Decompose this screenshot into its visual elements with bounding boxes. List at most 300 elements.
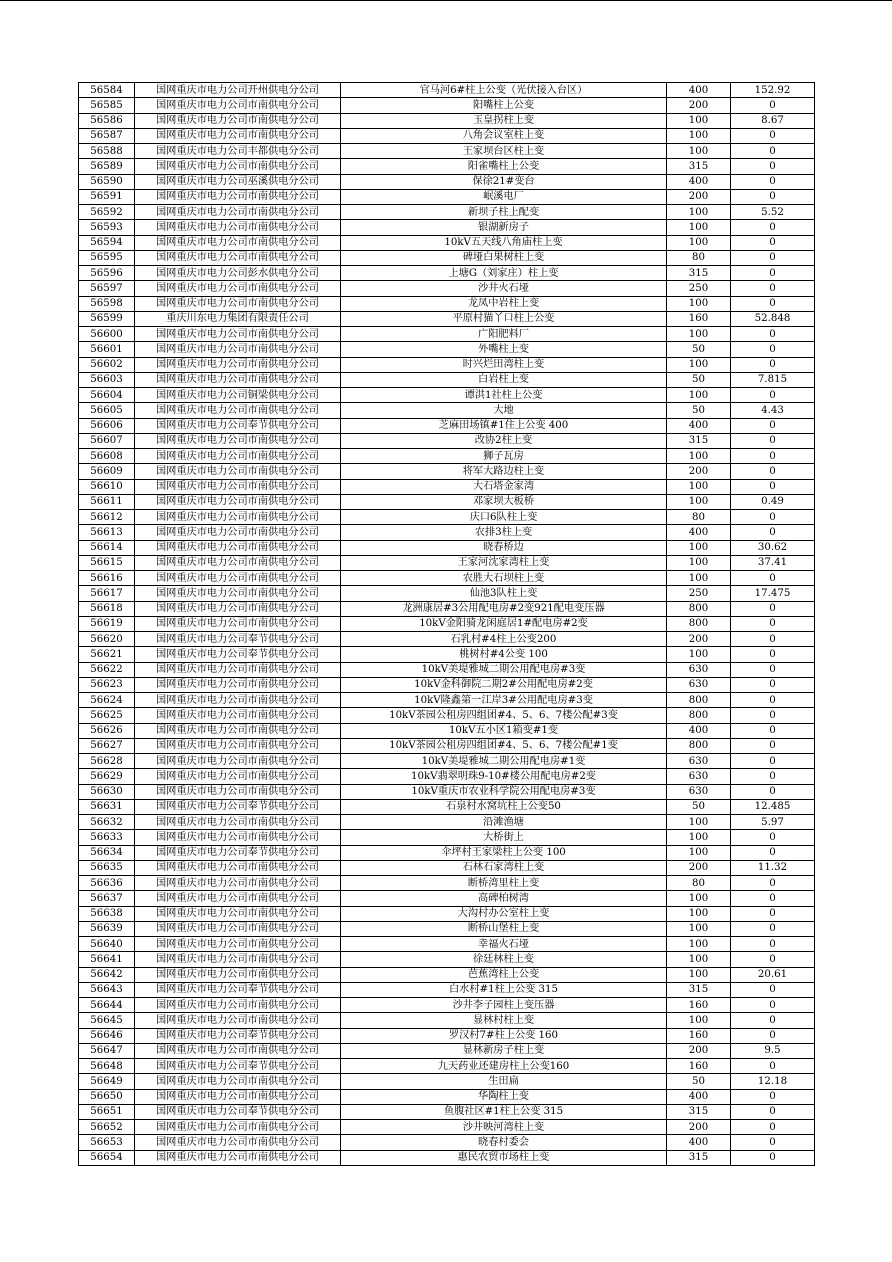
company-cell: 国网重庆市电力公司市南供电分公司	[135, 1089, 341, 1104]
table-row	[79, 418, 815, 433]
station-name-cell: 华陶柱上变	[341, 1089, 667, 1104]
value-cell: 0	[731, 616, 815, 631]
company-cell: 国网重庆市电力公司奉节供电分公司	[135, 632, 341, 647]
company-cell: 国网重庆市电力公司市南供电分公司	[135, 784, 341, 799]
capacity-cell: 100	[667, 967, 731, 982]
capacity-cell: 400	[667, 1089, 731, 1104]
company-cell: 国网重庆市电力公司奉节供电分公司	[135, 845, 341, 860]
capacity-cell: 160	[667, 1059, 731, 1074]
capacity-cell: 630	[667, 677, 731, 692]
value-cell: 0	[731, 738, 815, 753]
row-id-cell: 56618	[79, 601, 135, 616]
value-cell: 0	[731, 342, 815, 357]
table-row	[79, 250, 815, 265]
station-name-cell: 石林石家湾柱上变	[341, 860, 667, 875]
company-cell: 国网重庆市电力公司市南供电分公司	[135, 357, 341, 372]
station-name-cell: 庆口6队柱上变	[341, 510, 667, 525]
value-cell: 0	[731, 235, 815, 250]
station-name-cell: 狮子瓦房	[341, 449, 667, 464]
table-row	[79, 1120, 815, 1135]
station-name-cell: 银湖新房子	[341, 220, 667, 235]
row-id-cell: 56646	[79, 1028, 135, 1043]
value-cell: 0	[731, 174, 815, 189]
company-cell: 国网重庆市电力公司巫溪供电分公司	[135, 174, 341, 189]
value-cell: 0	[731, 250, 815, 265]
company-cell: 国网重庆市电力公司奉节供电分公司	[135, 1059, 341, 1074]
table-row	[79, 1104, 815, 1119]
row-id-cell: 56642	[79, 967, 135, 982]
station-name-cell: 芭蕉湾柱上公变	[341, 967, 667, 982]
table-row	[79, 311, 815, 326]
capacity-cell: 50	[667, 403, 731, 418]
value-cell: 0	[731, 571, 815, 586]
row-id-cell: 56606	[79, 418, 135, 433]
row-id-cell: 56601	[79, 342, 135, 357]
value-cell: 0	[731, 357, 815, 372]
table-row	[79, 1013, 815, 1028]
row-id-cell: 56595	[79, 250, 135, 265]
table-row	[79, 83, 815, 98]
table-row	[79, 327, 815, 342]
company-cell: 国网重庆市电力公司奉节供电分公司	[135, 982, 341, 997]
row-id-cell: 56614	[79, 540, 135, 555]
company-cell: 国网重庆市电力公司市南供电分公司	[135, 693, 341, 708]
station-name-cell: 晓春桥边	[341, 540, 667, 555]
capacity-cell: 800	[667, 738, 731, 753]
table-row	[79, 906, 815, 921]
station-name-cell: 岷溪电厂	[341, 189, 667, 204]
table-row	[79, 677, 815, 692]
capacity-cell: 630	[667, 662, 731, 677]
company-cell: 国网重庆市电力公司市南供电分公司	[135, 998, 341, 1013]
capacity-cell: 100	[667, 830, 731, 845]
row-id-cell: 56647	[79, 1043, 135, 1058]
value-cell: 0	[731, 754, 815, 769]
capacity-cell: 315	[667, 433, 731, 448]
company-cell: 国网重庆市电力公司市南供电分公司	[135, 281, 341, 296]
station-name-cell: 将军大路边柱上变	[341, 464, 667, 479]
value-cell: 0	[731, 708, 815, 723]
capacity-cell: 400	[667, 83, 731, 98]
company-cell: 国网重庆市电力公司市南供电分公司	[135, 342, 341, 357]
row-id-cell: 56639	[79, 921, 135, 936]
capacity-cell: 800	[667, 693, 731, 708]
company-cell: 国网重庆市电力公司市南供电分公司	[135, 769, 341, 784]
row-id-cell: 56652	[79, 1120, 135, 1135]
table-row	[79, 296, 815, 311]
capacity-cell: 250	[667, 281, 731, 296]
company-cell: 国网重庆市电力公司市南供电分公司	[135, 1135, 341, 1150]
company-cell: 国网重庆市电力公司市南供电分公司	[135, 235, 341, 250]
row-id-cell: 56612	[79, 510, 135, 525]
station-name-cell: 时兴烂田湾柱上变	[341, 357, 667, 372]
capacity-cell: 100	[667, 571, 731, 586]
capacity-cell: 800	[667, 708, 731, 723]
capacity-cell: 100	[667, 479, 731, 494]
row-id-cell: 56653	[79, 1135, 135, 1150]
station-name-cell: 外嘴柱上变	[341, 342, 667, 357]
table-row	[79, 647, 815, 662]
capacity-cell: 80	[667, 250, 731, 265]
station-name-cell: 八角会议室柱上变	[341, 128, 667, 143]
company-cell: 国网重庆市电力公司丰都供电分公司	[135, 144, 341, 159]
table-row	[79, 708, 815, 723]
station-name-cell: 10kV茶园公租房四组团#4、5、6、7楼公配#3变	[341, 708, 667, 723]
row-id-cell: 56637	[79, 891, 135, 906]
value-cell: 0	[731, 891, 815, 906]
capacity-cell: 160	[667, 1028, 731, 1043]
station-name-cell: 官马河6#柱上公变（光伏接入台区）	[341, 83, 667, 98]
row-id-cell: 56628	[79, 754, 135, 769]
row-id-cell: 56615	[79, 555, 135, 570]
station-name-cell: 10kV金科御院二期2#公用配电房#2变	[341, 677, 667, 692]
station-name-cell: 石泉村水窝坑柱上公变50	[341, 799, 667, 814]
station-name-cell: 邓家坝大板桥	[341, 494, 667, 509]
value-cell: 0	[731, 921, 815, 936]
value-cell: 0	[731, 845, 815, 860]
table-row	[79, 113, 815, 128]
capacity-cell: 50	[667, 372, 731, 387]
capacity-cell: 80	[667, 876, 731, 891]
company-cell: 国网重庆市电力公司市南供电分公司	[135, 98, 341, 113]
row-id-cell: 56640	[79, 937, 135, 952]
company-cell: 国网重庆市电力公司奉节供电分公司	[135, 1028, 341, 1043]
row-id-cell: 56589	[79, 159, 135, 174]
company-cell: 国网重庆市电力公司奉节供电分公司	[135, 418, 341, 433]
row-id-cell: 56608	[79, 449, 135, 464]
station-name-cell: 石乳村#4柱上公变200	[341, 632, 667, 647]
value-cell: 0	[731, 677, 815, 692]
row-id-cell: 56654	[79, 1150, 135, 1165]
table-row	[79, 616, 815, 631]
capacity-cell: 200	[667, 1043, 731, 1058]
value-cell: 37.41	[731, 555, 815, 570]
capacity-cell: 100	[667, 144, 731, 159]
station-name-cell: 10kV美堤雅城二期公用配电房#3变	[341, 662, 667, 677]
station-name-cell: 大地	[341, 403, 667, 418]
station-name-cell: 晓春村委会	[341, 1135, 667, 1150]
table-row	[79, 586, 815, 601]
company-cell: 国网重庆市电力公司市南供电分公司	[135, 906, 341, 921]
table-row	[79, 1059, 815, 1074]
station-name-cell: 10kV隆鑫第一江岸3#公用配电房#3变	[341, 693, 667, 708]
capacity-cell: 100	[667, 937, 731, 952]
row-id-cell: 56634	[79, 845, 135, 860]
station-name-cell: 王家河沈家湾柱上变	[341, 555, 667, 570]
table-row	[79, 403, 815, 418]
capacity-cell: 315	[667, 982, 731, 997]
value-cell: 0.49	[731, 494, 815, 509]
table-row	[79, 1150, 815, 1165]
row-id-cell: 56597	[79, 281, 135, 296]
row-id-cell: 56594	[79, 235, 135, 250]
row-id-cell: 56588	[79, 144, 135, 159]
row-id-cell: 56633	[79, 830, 135, 845]
company-cell: 国网重庆市电力公司市南供电分公司	[135, 113, 341, 128]
company-cell: 国网重庆市电力公司市南供电分公司	[135, 189, 341, 204]
table-row	[79, 769, 815, 784]
value-cell: 0	[731, 1135, 815, 1150]
capacity-cell: 630	[667, 784, 731, 799]
capacity-cell: 400	[667, 525, 731, 540]
company-cell: 国网重庆市电力公司市南供电分公司	[135, 128, 341, 143]
value-cell: 0	[731, 937, 815, 952]
table-row	[79, 784, 815, 799]
company-cell: 国网重庆市电力公司市南供电分公司	[135, 159, 341, 174]
table-row	[79, 830, 815, 845]
table-row	[79, 998, 815, 1013]
station-name-cell: 10kV金阳骑龙闲庭居1#配电房#2变	[341, 616, 667, 631]
company-cell: 国网重庆市电力公司市南供电分公司	[135, 708, 341, 723]
station-name-cell: 白水村#1柱上公变 315	[341, 982, 667, 997]
row-id-cell: 56645	[79, 1013, 135, 1028]
value-cell: 0	[731, 388, 815, 403]
capacity-cell: 100	[667, 952, 731, 967]
table-row	[79, 159, 815, 174]
row-id-cell: 56629	[79, 769, 135, 784]
value-cell: 0	[731, 1150, 815, 1165]
company-cell: 国网重庆市电力公司市南供电分公司	[135, 586, 341, 601]
capacity-cell: 630	[667, 754, 731, 769]
capacity-cell: 100	[667, 906, 731, 921]
value-cell: 0	[731, 998, 815, 1013]
station-name-cell: 沙井映河湾柱上变	[341, 1120, 667, 1135]
company-cell: 国网重庆市电力公司市南供电分公司	[135, 372, 341, 387]
value-cell: 11.32	[731, 860, 815, 875]
row-id-cell: 56643	[79, 982, 135, 997]
company-cell: 重庆川东电力集团有限责任公司	[135, 311, 341, 326]
row-id-cell: 56616	[79, 571, 135, 586]
table-row	[79, 494, 815, 509]
company-cell: 国网重庆市电力公司市南供电分公司	[135, 1074, 341, 1089]
station-name-cell: 幸福火石垭	[341, 937, 667, 952]
capacity-cell: 100	[667, 540, 731, 555]
station-name-cell: 徐廷林柱上变	[341, 952, 667, 967]
value-cell: 152.92	[731, 83, 815, 98]
value-cell: 0	[731, 906, 815, 921]
station-name-cell: 沙井火石垭	[341, 281, 667, 296]
capacity-cell: 800	[667, 601, 731, 616]
row-id-cell: 56651	[79, 1104, 135, 1119]
station-name-cell: 上塘G（刘家庄）柱上变	[341, 266, 667, 281]
station-name-cell: 断桥山堡柱上变	[341, 921, 667, 936]
station-name-cell: 改协2柱上变	[341, 433, 667, 448]
table-row	[79, 937, 815, 952]
station-name-cell: 10kV翡翠明珠9-10#楼公用配电房#2变	[341, 769, 667, 784]
company-cell: 国网重庆市电力公司市南供电分公司	[135, 250, 341, 265]
capacity-cell: 200	[667, 860, 731, 875]
value-cell: 0	[731, 327, 815, 342]
value-cell: 0	[731, 1120, 815, 1135]
capacity-cell: 315	[667, 1104, 731, 1119]
row-id-cell: 56587	[79, 128, 135, 143]
station-name-cell: 10kV茶园公租房四组团#4、5、6、7楼公配#1变	[341, 738, 667, 753]
table-row	[79, 1043, 815, 1058]
company-cell: 国网重庆市电力公司市南供电分公司	[135, 616, 341, 631]
capacity-cell: 400	[667, 723, 731, 738]
company-cell: 国网重庆市电力公司市南供电分公司	[135, 891, 341, 906]
company-cell: 国网重庆市电力公司开州供电分公司	[135, 83, 341, 98]
table-row	[79, 662, 815, 677]
table-row	[79, 921, 815, 936]
station-name-cell: 大石塔金家湾	[341, 479, 667, 494]
value-cell: 9.5	[731, 1043, 815, 1058]
table-row	[79, 525, 815, 540]
value-cell: 0	[731, 510, 815, 525]
value-cell: 0	[731, 159, 815, 174]
company-cell: 国网重庆市电力公司市南供电分公司	[135, 525, 341, 540]
row-id-cell: 56623	[79, 677, 135, 692]
capacity-cell: 315	[667, 159, 731, 174]
value-cell: 0	[731, 647, 815, 662]
table-row	[79, 1135, 815, 1150]
capacity-cell: 100	[667, 845, 731, 860]
table-row	[79, 540, 815, 555]
value-cell: 0	[731, 296, 815, 311]
row-id-cell: 56609	[79, 464, 135, 479]
station-name-cell: 碑垭白果树柱上变	[341, 250, 667, 265]
row-id-cell: 56600	[79, 327, 135, 342]
row-id-cell: 56593	[79, 220, 135, 235]
row-id-cell: 56599	[79, 311, 135, 326]
capacity-cell: 400	[667, 174, 731, 189]
value-cell: 0	[731, 220, 815, 235]
capacity-cell: 100	[667, 921, 731, 936]
company-cell: 国网重庆市电力公司市南供电分公司	[135, 403, 341, 418]
company-cell: 国网重庆市电力公司市南供电分公司	[135, 327, 341, 342]
station-name-cell: 阳雀嘴柱上公变	[341, 159, 667, 174]
station-name-cell: 高碑柏树湾	[341, 891, 667, 906]
row-id-cell: 56619	[79, 616, 135, 631]
value-cell: 0	[731, 1104, 815, 1119]
station-name-cell: 白岩柱上变	[341, 372, 667, 387]
capacity-cell: 100	[667, 449, 731, 464]
table-row	[79, 342, 815, 357]
capacity-cell: 100	[667, 494, 731, 509]
table-row	[79, 464, 815, 479]
capacity-cell: 100	[667, 128, 731, 143]
table-row	[79, 281, 815, 296]
row-id-cell: 56585	[79, 98, 135, 113]
table-row	[79, 632, 815, 647]
value-cell: 0	[731, 525, 815, 540]
company-cell: 国网重庆市电力公司市南供电分公司	[135, 433, 341, 448]
capacity-cell: 200	[667, 632, 731, 647]
table-row	[79, 815, 815, 830]
row-id-cell: 56611	[79, 494, 135, 509]
capacity-cell: 200	[667, 189, 731, 204]
company-cell: 国网重庆市电力公司市南供电分公司	[135, 830, 341, 845]
value-cell: 0	[731, 723, 815, 738]
row-id-cell: 56644	[79, 998, 135, 1013]
value-cell: 0	[731, 1089, 815, 1104]
value-cell: 0	[731, 464, 815, 479]
row-id-cell: 56598	[79, 296, 135, 311]
value-cell: 0	[731, 982, 815, 997]
row-id-cell: 56586	[79, 113, 135, 128]
table-row	[79, 571, 815, 586]
station-name-cell: 10kV五天线八角庙柱上变	[341, 235, 667, 250]
capacity-cell: 100	[667, 113, 731, 128]
capacity-cell: 200	[667, 464, 731, 479]
table-row	[79, 738, 815, 753]
row-id-cell: 56605	[79, 403, 135, 418]
table-row	[79, 723, 815, 738]
station-name-cell: 10kV美堤雅城二期公用配电房#1变	[341, 754, 667, 769]
transformer-table-body	[79, 83, 815, 1166]
station-name-cell: 保徐21#变台	[341, 174, 667, 189]
value-cell: 7.815	[731, 372, 815, 387]
station-name-cell: 新坝子柱上配变	[341, 205, 667, 220]
table-row	[79, 388, 815, 403]
row-id-cell: 56636	[79, 876, 135, 891]
row-id-cell: 56641	[79, 952, 135, 967]
capacity-cell: 100	[667, 296, 731, 311]
capacity-cell: 200	[667, 98, 731, 113]
company-cell: 国网重庆市电力公司市南供电分公司	[135, 555, 341, 570]
capacity-cell: 400	[667, 418, 731, 433]
table-row	[79, 189, 815, 204]
company-cell: 国网重庆市电力公司市南供电分公司	[135, 754, 341, 769]
value-cell: 12.485	[731, 799, 815, 814]
transformer-table	[78, 82, 815, 1166]
row-id-cell: 56622	[79, 662, 135, 677]
capacity-cell: 100	[667, 235, 731, 250]
company-cell: 国网重庆市电力公司市南供电分公司	[135, 494, 341, 509]
station-name-cell: 罗汉村7#柱上公变 160	[341, 1028, 667, 1043]
station-name-cell: 惠民农贸市场柱上变	[341, 1150, 667, 1165]
company-cell: 国网重庆市电力公司市南供电分公司	[135, 860, 341, 875]
value-cell: 0	[731, 632, 815, 647]
capacity-cell: 100	[667, 388, 731, 403]
capacity-cell: 50	[667, 342, 731, 357]
value-cell: 0	[731, 266, 815, 281]
capacity-cell: 100	[667, 647, 731, 662]
company-cell: 国网重庆市电力公司奉节供电分公司	[135, 647, 341, 662]
station-name-cell: 玉皇拐柱上变	[341, 113, 667, 128]
row-id-cell: 56630	[79, 784, 135, 799]
value-cell: 12.18	[731, 1074, 815, 1089]
table-row	[79, 98, 815, 113]
station-name-cell: 显林新房子柱上变	[341, 1043, 667, 1058]
capacity-cell: 100	[667, 220, 731, 235]
value-cell: 8.67	[731, 113, 815, 128]
company-cell: 国网重庆市电力公司市南供电分公司	[135, 1150, 341, 1165]
value-cell: 0	[731, 601, 815, 616]
value-cell: 0	[731, 98, 815, 113]
table-row	[79, 860, 815, 875]
table-row	[79, 449, 815, 464]
company-cell: 国网重庆市电力公司市南供电分公司	[135, 571, 341, 586]
table-row	[79, 357, 815, 372]
capacity-cell: 315	[667, 266, 731, 281]
station-name-cell: 王家坝台区柱上变	[341, 144, 667, 159]
capacity-cell: 315	[667, 1150, 731, 1165]
capacity-cell: 100	[667, 205, 731, 220]
station-name-cell: 仙池3队柱上变	[341, 586, 667, 601]
capacity-cell: 50	[667, 1074, 731, 1089]
company-cell: 国网重庆市电力公司市南供电分公司	[135, 677, 341, 692]
table-row	[79, 876, 815, 891]
value-cell: 0	[731, 281, 815, 296]
row-id-cell: 56650	[79, 1089, 135, 1104]
table-row	[79, 220, 815, 235]
row-id-cell: 56649	[79, 1074, 135, 1089]
station-name-cell: 谭洪1社柱上公变	[341, 388, 667, 403]
station-name-cell: 显林村柱上变	[341, 1013, 667, 1028]
capacity-cell: 50	[667, 799, 731, 814]
station-name-cell: 沿滩渔塘	[341, 815, 667, 830]
